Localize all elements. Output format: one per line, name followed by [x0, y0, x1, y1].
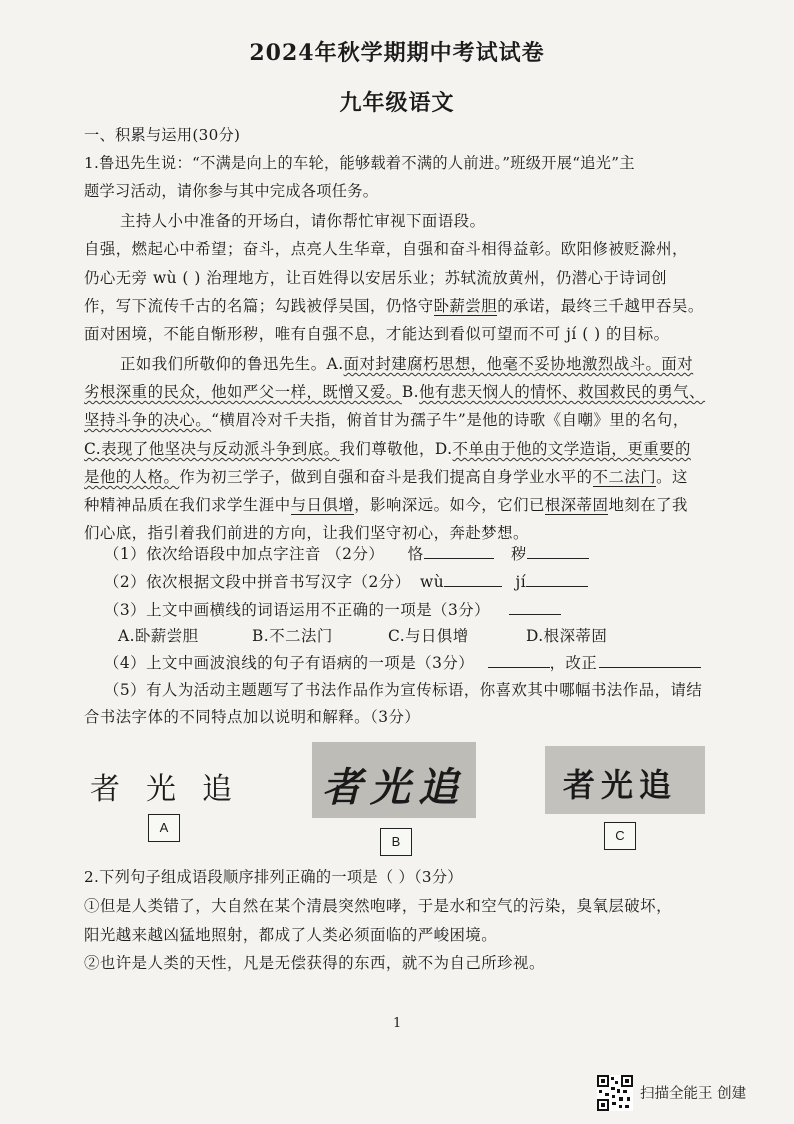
answer-blank[interactable] [424, 544, 494, 559]
section-heading: 一、积累与运用(30分) [84, 126, 241, 144]
passage-line: 面对困境，不能自惭形秽，唯有自强不息，才能达到看似可望而不可 jí ( ) 的目标。 [84, 325, 670, 343]
wavy-sentence: 面对封建腐朽思想，他毫不妥协地激烈战斗。面对 [343, 355, 694, 373]
sub-question-text: （1）依次给语段中加点字注音 （2分） [104, 545, 385, 563]
option-a: A.卧薪尝胆 [118, 627, 199, 645]
q2-stem: 2.下列句子组成语段顺序排列正确的一项是（ ）（3分） [84, 868, 463, 886]
pinyin: wù [420, 573, 445, 591]
sub-question-text: （3）上文中画横线的词语运用不正确的一项是（3分） [104, 601, 491, 619]
sub-question-3 [104, 598, 561, 620]
passage-line [84, 493, 688, 515]
option-b: B.不二法门 [252, 627, 333, 645]
sub-question-2 [104, 570, 588, 592]
label-box-b: B [380, 828, 412, 856]
answer-blank[interactable] [488, 653, 550, 668]
wavy-sentence: C.表现了他坚决与反动派斗争到底。 [84, 440, 340, 458]
passage-text: 种精神品质在我们求学生涯中 [84, 496, 291, 514]
page-number: 1 [393, 1016, 402, 1031]
passage-line [84, 465, 688, 487]
passage-text: “横眉冷对千夫指，俯首甘为孺子牛”是他的诗歌《自嘲》里的名句， [211, 411, 689, 429]
sub-question-text: （4）上文中画波浪线的句子有语病的一项是（3分） [104, 654, 475, 672]
wavy-sentence: 是他的人格。 [84, 468, 180, 486]
passage-text: 作，写下流传千古的名篇；勾践被俘吴国，仍恪守 [84, 297, 434, 315]
calligraphy-image-b [312, 742, 476, 818]
q2-sentence-1-line1: ①但是人类错了，大自然在某个清晨突然咆哮，于是水和空气的污染，臭氧层破坏， [84, 897, 672, 915]
calligraphy-sample-c: 者光追 [563, 766, 678, 804]
option-c: C.与日俱增 [388, 627, 469, 645]
passage-text: 。这 [656, 468, 688, 486]
q1-intro: 主持人小中准备的开场白，请你帮忙审视下面语段。 [120, 212, 486, 230]
underlined-term: 根深蒂固 [544, 496, 609, 514]
underlined-term: 不二法门 [592, 468, 657, 486]
passage-text: 的承诺，最终三千越甲吞吴。 [497, 297, 704, 315]
sub-question-5-line2: 合书法字体的不同特点加以说明和解释。（3分） [84, 708, 421, 726]
q2-sentence-1-line2: 阳光越来越凶猛地照射，都成了人类必须面临的严峻困境。 [84, 926, 498, 944]
calligraphy-sample-b: 者光追 [322, 764, 466, 811]
passage-line [84, 380, 705, 402]
calligraphy-sample-a: 者光追 [90, 772, 258, 807]
target-char: 秽 [510, 545, 527, 563]
scanner-watermark: 扫描全能王 创建 [640, 1086, 747, 1102]
passage-line: 们心底，指引着我们前进的方向，让我们坚守初心，奔赴梦想。 [84, 524, 529, 542]
underlined-term: 与日俱增 [290, 496, 355, 514]
passage-text: ，影响深远。如今，它们已 [354, 496, 545, 514]
answer-blank[interactable] [509, 600, 561, 615]
calligraphy-image-c [545, 746, 705, 814]
passage-line [84, 408, 689, 430]
q2-sentence-2: ②也许是人类的天性，凡是无偿获得的东西，就不为自己所珍视。 [84, 954, 545, 972]
underlined-term: 卧薪尝胆 [433, 297, 498, 315]
answer-blank[interactable] [599, 653, 701, 668]
fix-label: ，改正 [549, 654, 598, 672]
qr-code-icon [597, 1075, 633, 1111]
passage-text: 我们尊敬他，D. [339, 440, 453, 458]
passage-line [84, 437, 691, 459]
wavy-sentence: 坚持斗争的决心。 [84, 411, 212, 429]
passage-text: 作为初三学子，做到自强和奋斗是我们提高自身学业水平的 [179, 468, 593, 486]
answer-blank[interactable] [526, 572, 588, 587]
passage-text: 地刻在了我 [608, 496, 688, 514]
sub-question-1 [104, 542, 589, 564]
wavy-sentence: 劣根深重的民众，他如严父一样，既憎又爱。 [84, 383, 402, 401]
answer-blank[interactable] [444, 572, 502, 587]
passage-line: 仍心无旁 wù ( ) 治理地方，让百姓得以安居乐业；苏轼流放黄州，仍潜心于诗词创 [84, 269, 668, 287]
pinyin: jí [515, 573, 527, 591]
exam-title: 2024年秋学期期中考试试卷 [249, 40, 545, 66]
sub-question-4 [104, 651, 701, 673]
sub-question-text: （2）依次根据文段中拼音书写汉字（2分） [104, 573, 411, 591]
label-box-a: A [148, 814, 180, 842]
passage-line: 自强，燃起心中希望；奋斗，点亮人生华章，自强和奋斗相得益彰。欧阳修被贬滁州， [84, 240, 688, 258]
wavy-sentence: 不单由于他的文学造诣，更重要的 [452, 440, 691, 458]
exam-subtitle: 九年级语文 [339, 90, 455, 116]
wavy-sentence: 他有悲天悯人的情怀、救国救民的勇气、 [419, 383, 706, 401]
passage-line [84, 294, 704, 316]
passage-text: 正如我们所敬仰的鲁迅先生。A. [120, 355, 344, 373]
option-d: D.根深蒂固 [526, 627, 608, 645]
passage-line [120, 352, 693, 374]
answer-blank[interactable] [527, 544, 589, 559]
target-char: 恪 [407, 545, 424, 563]
passage-text: B. [401, 383, 420, 401]
label-box-c: C [604, 822, 636, 850]
q1-stem-line1: 1.鲁迅先生说：“不满是向上的车轮，能够载着不满的人前进。”班级开展“追光”主 [84, 154, 635, 172]
q1-stem-line2: 题学习活动，请你参与其中完成各项任务。 [84, 182, 379, 200]
sub-question-5-line1: （5）有人为活动主题题写了书法作品作为宣传标语，你喜欢其中哪幅书法作品，请结 [104, 681, 703, 699]
